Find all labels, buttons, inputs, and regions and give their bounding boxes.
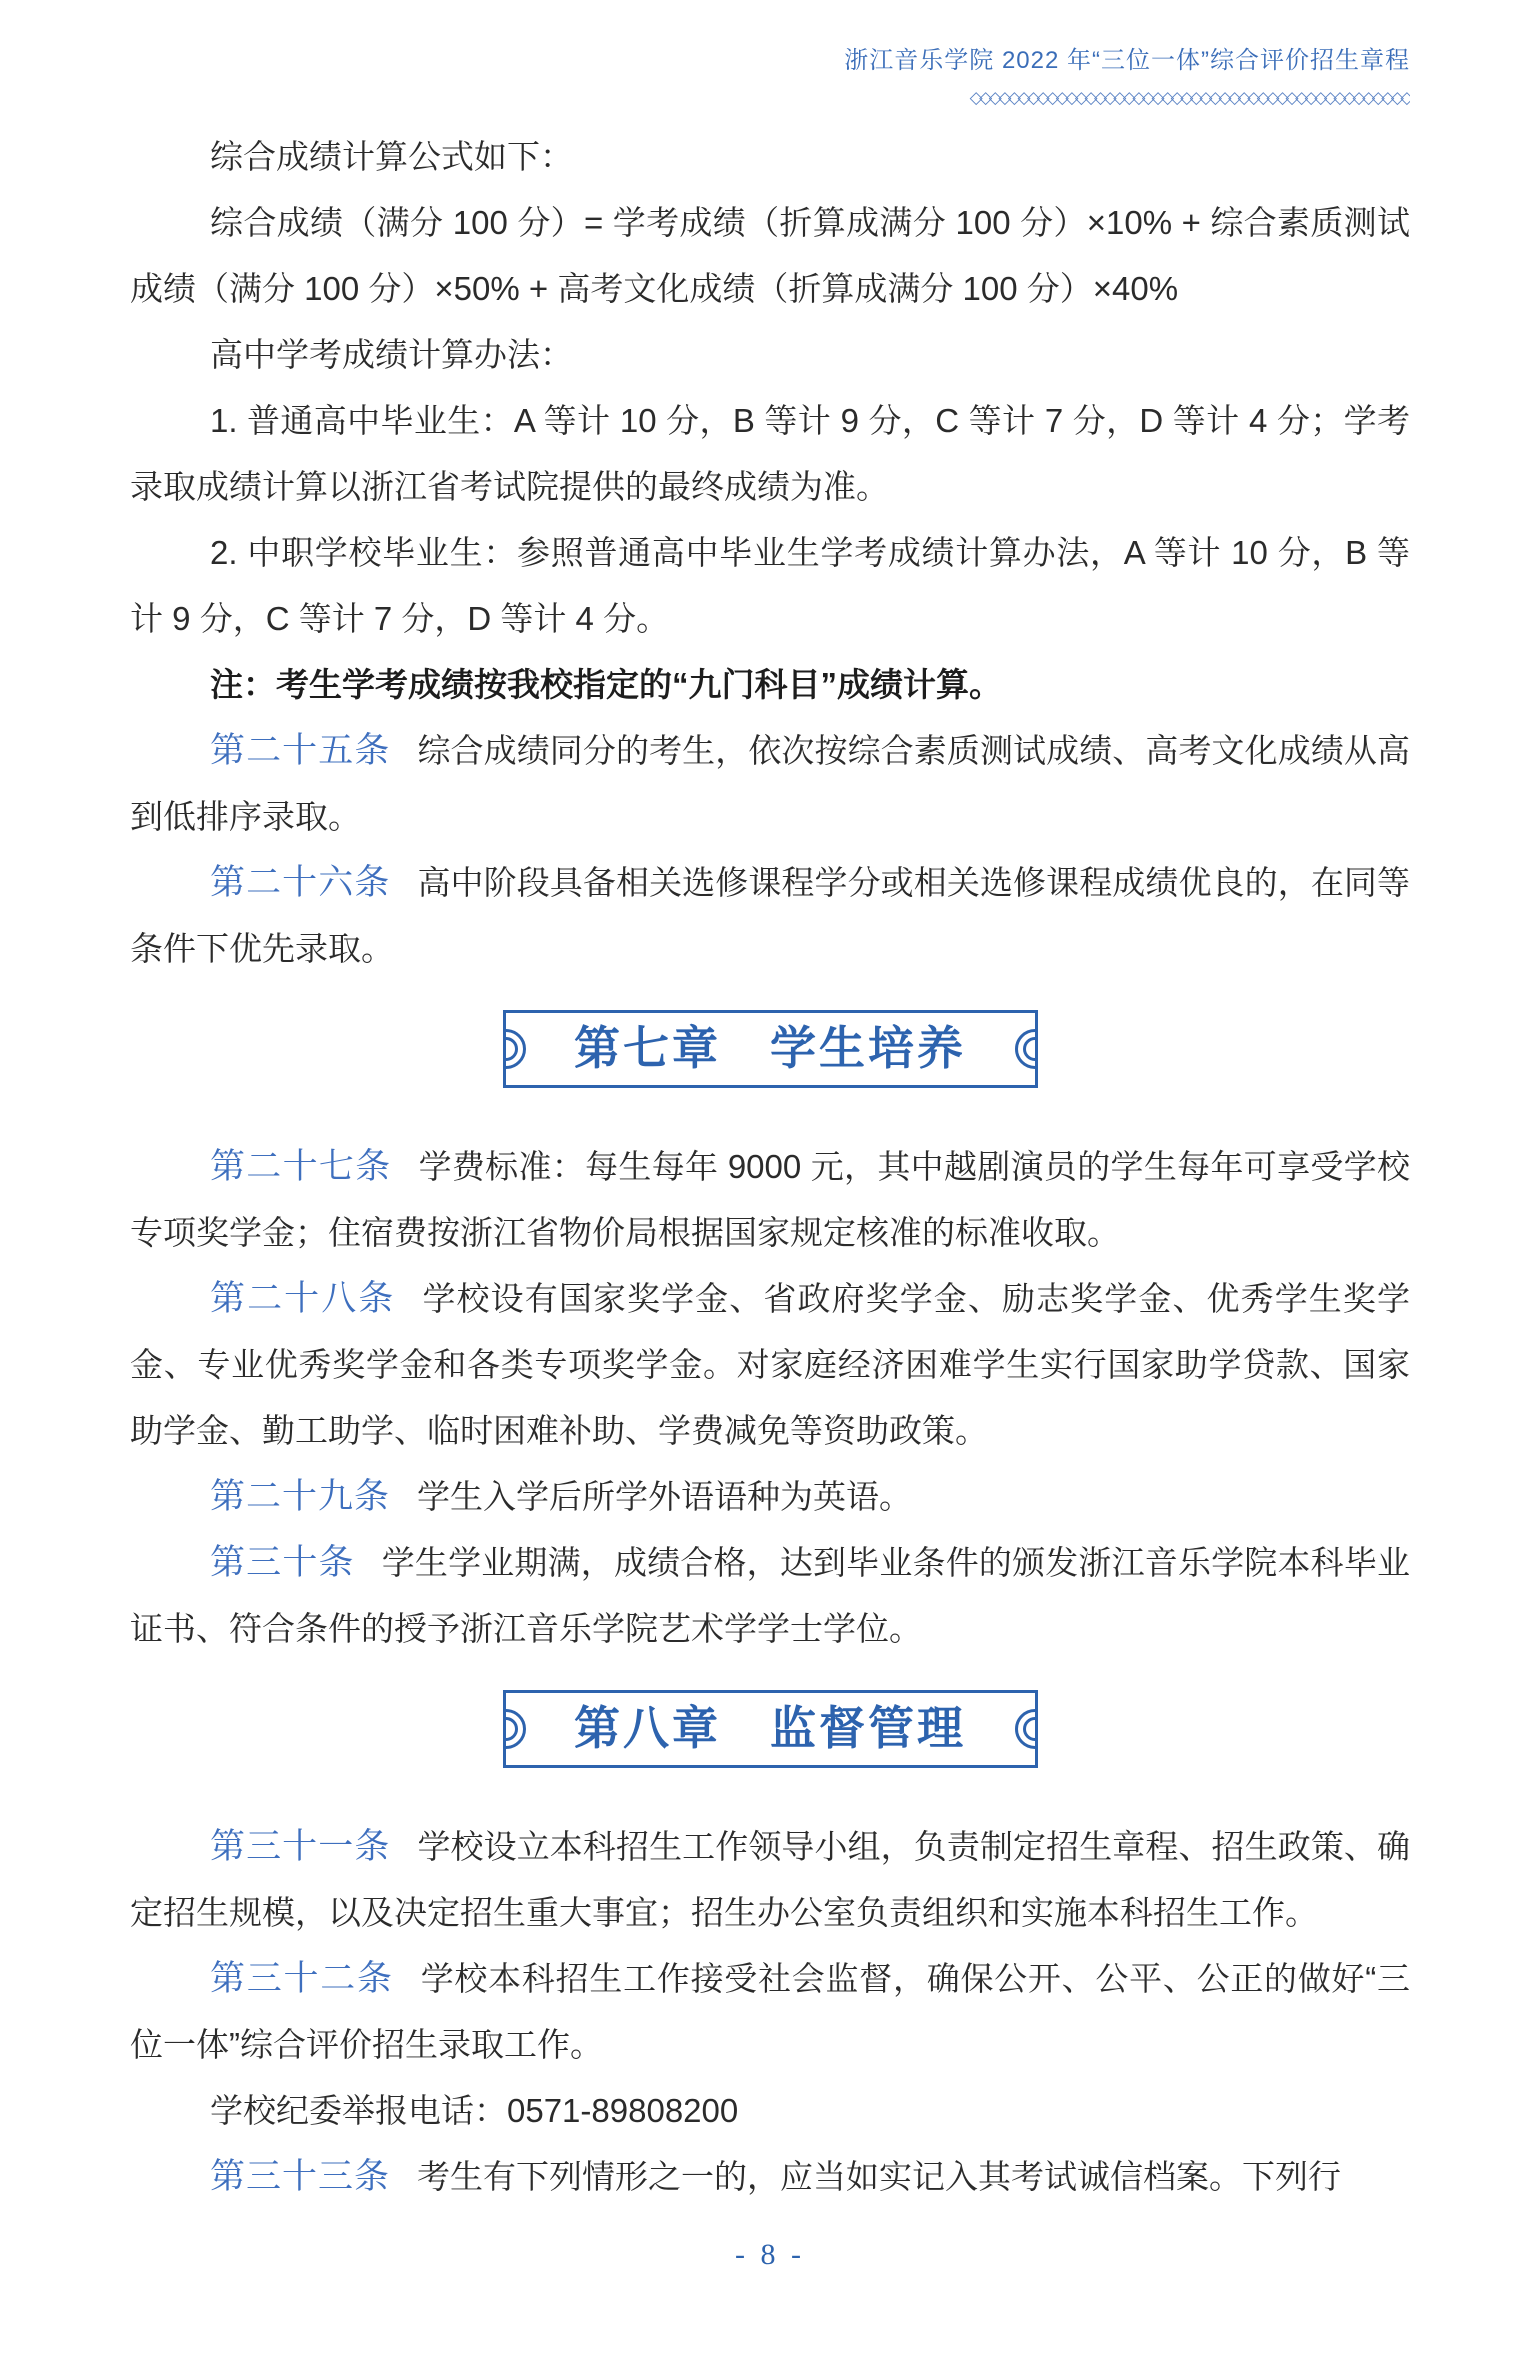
article-number: 第二十八条 [210, 1279, 396, 1318]
paragraph [130, 1530, 1410, 1662]
paragraph [130, 190, 1410, 322]
paragraph-text: 学校纪委举报电话：0571-89808200 [210, 2092, 739, 2129]
paragraph [130, 850, 1410, 982]
document-footer [130, 2238, 1410, 2272]
paragraph [130, 2144, 1410, 2210]
chapter-heading-box [503, 1010, 1038, 1088]
article-number: 第二十五条 [210, 731, 391, 770]
paragraph [130, 1946, 1410, 2078]
paragraph-text: 综合成绩（满分 100 分）= 学考成绩（折算成满分 100 分）×10% + 综合素质测试成绩（满分 100 分）×50% + 高考文化成绩（折算成满分 100 分）×40% [130, 204, 1410, 307]
paragraph-text: 2. 中职学校毕业生：参照普通高中毕业生学考成绩计算办法，A 等计 10 分，B 等计 9 分，C 等计 7 分，D 等计 4 分。 [130, 534, 1410, 637]
paragraph-text: 学校本科招生工作接受社会监督，确保公开、公平、公正的做好“三位一体”综合评价招生录取工作。 [130, 1960, 1410, 2063]
chapter-title: 第七章 学生培养 [574, 1023, 966, 1074]
paragraph-text: 高中学考成绩计算办法： [210, 336, 573, 373]
paragraph-text: 1. 普通高中毕业生：A 等计 10 分，B 等计 9 分，C 等计 7 分，D 等计 4 分；学考录取成绩计算以浙江省考试院提供的最终成绩为准。 [130, 402, 1410, 505]
paragraph-text: 高中阶段具备相关选修课程学分或相关选修课程成绩优良的，在同等条件下优先录取。 [130, 864, 1410, 967]
paragraph-text: 考生有下列情形之一的，应当如实记入其考试诚信档案。下列行 [417, 2158, 1342, 2195]
paragraph [130, 388, 1410, 520]
paragraph [130, 2078, 1410, 2144]
article-number: 第二十九条 [210, 1477, 391, 1516]
article-number: 第三十条 [210, 1543, 355, 1582]
paragraph [130, 718, 1410, 850]
chapter-title: 第八章 监督管理 [574, 1703, 966, 1754]
paragraph-text: 学生学业期满，成绩合格，达到毕业条件的颁发浙江音乐学院本科毕业证书、符合条件的授予浙江音乐学院艺术学学士学位。 [130, 1544, 1410, 1647]
diamond-divider: ◇◇◇◇◇◇◇◇◇◇◇◇◇◇◇◇◇◇◇◇◇◇◇◇◇◇◇◇◇◇◇◇◇◇◇◇◇◇◇◇◇◇◇◇◇◇ [969, 88, 1410, 107]
paragraph [130, 1464, 1410, 1530]
paragraph-text: 学生入学后所学外语语种为英语。 [417, 1478, 913, 1515]
paragraph-text: 注：考生学考成绩按我校指定的“九门科目”成绩计算。 [210, 666, 1002, 703]
paragraph-text: 综合成绩计算公式如下： [210, 138, 573, 175]
content-area [130, 44, 1410, 2272]
document-title: 浙江音乐学院 2022 年“三位一体”综合评价招生章程 [844, 47, 1410, 74]
article-number: 第三十三条 [210, 2157, 391, 2196]
paragraph [130, 520, 1410, 652]
article-number: 第二十七条 [210, 1147, 392, 1186]
page-number: - 8 - [735, 2238, 805, 2271]
document-body [130, 124, 1410, 2210]
article-number: 第三十二条 [210, 1959, 394, 1998]
article-number: 第三十一条 [210, 1827, 391, 1866]
article-number: 第二十六条 [210, 863, 391, 902]
paragraph [130, 1814, 1410, 1946]
paragraph-text: 学校设立本科招生工作领导小组，负责制定招生章程、招生政策、确定招生规模，以及决定招生重大事宜；招生办公室负责组织和实施本科招生工作。 [130, 1828, 1410, 1931]
paragraph-text: 综合成绩同分的考生，依次按综合素质测试成绩、高考文化成绩从高到低排序录取。 [130, 732, 1410, 835]
paragraph [130, 1134, 1410, 1266]
paragraph [130, 124, 1410, 190]
paragraph [130, 652, 1410, 718]
paragraph [130, 322, 1410, 388]
paragraph-text: 学费标准：每生每年 9000 元，其中越剧演员的学生每年可享受学校专项奖学金；住宿费按浙江省物价局根据国家规定核准的标准收取。 [130, 1148, 1410, 1251]
paragraph-text: 学校设有国家奖学金、省政府奖学金、励志奖学金、优秀学生奖学金、专业优秀奖学金和各类专项奖学金。对家庭经济困难学生实行国家助学贷款、国家助学金、勤工助学、临时困难补助、学费减免等资助政策。 [130, 1280, 1410, 1449]
document-header [130, 44, 1410, 110]
paragraph [130, 1266, 1410, 1464]
chapter-heading-box [503, 1690, 1038, 1768]
